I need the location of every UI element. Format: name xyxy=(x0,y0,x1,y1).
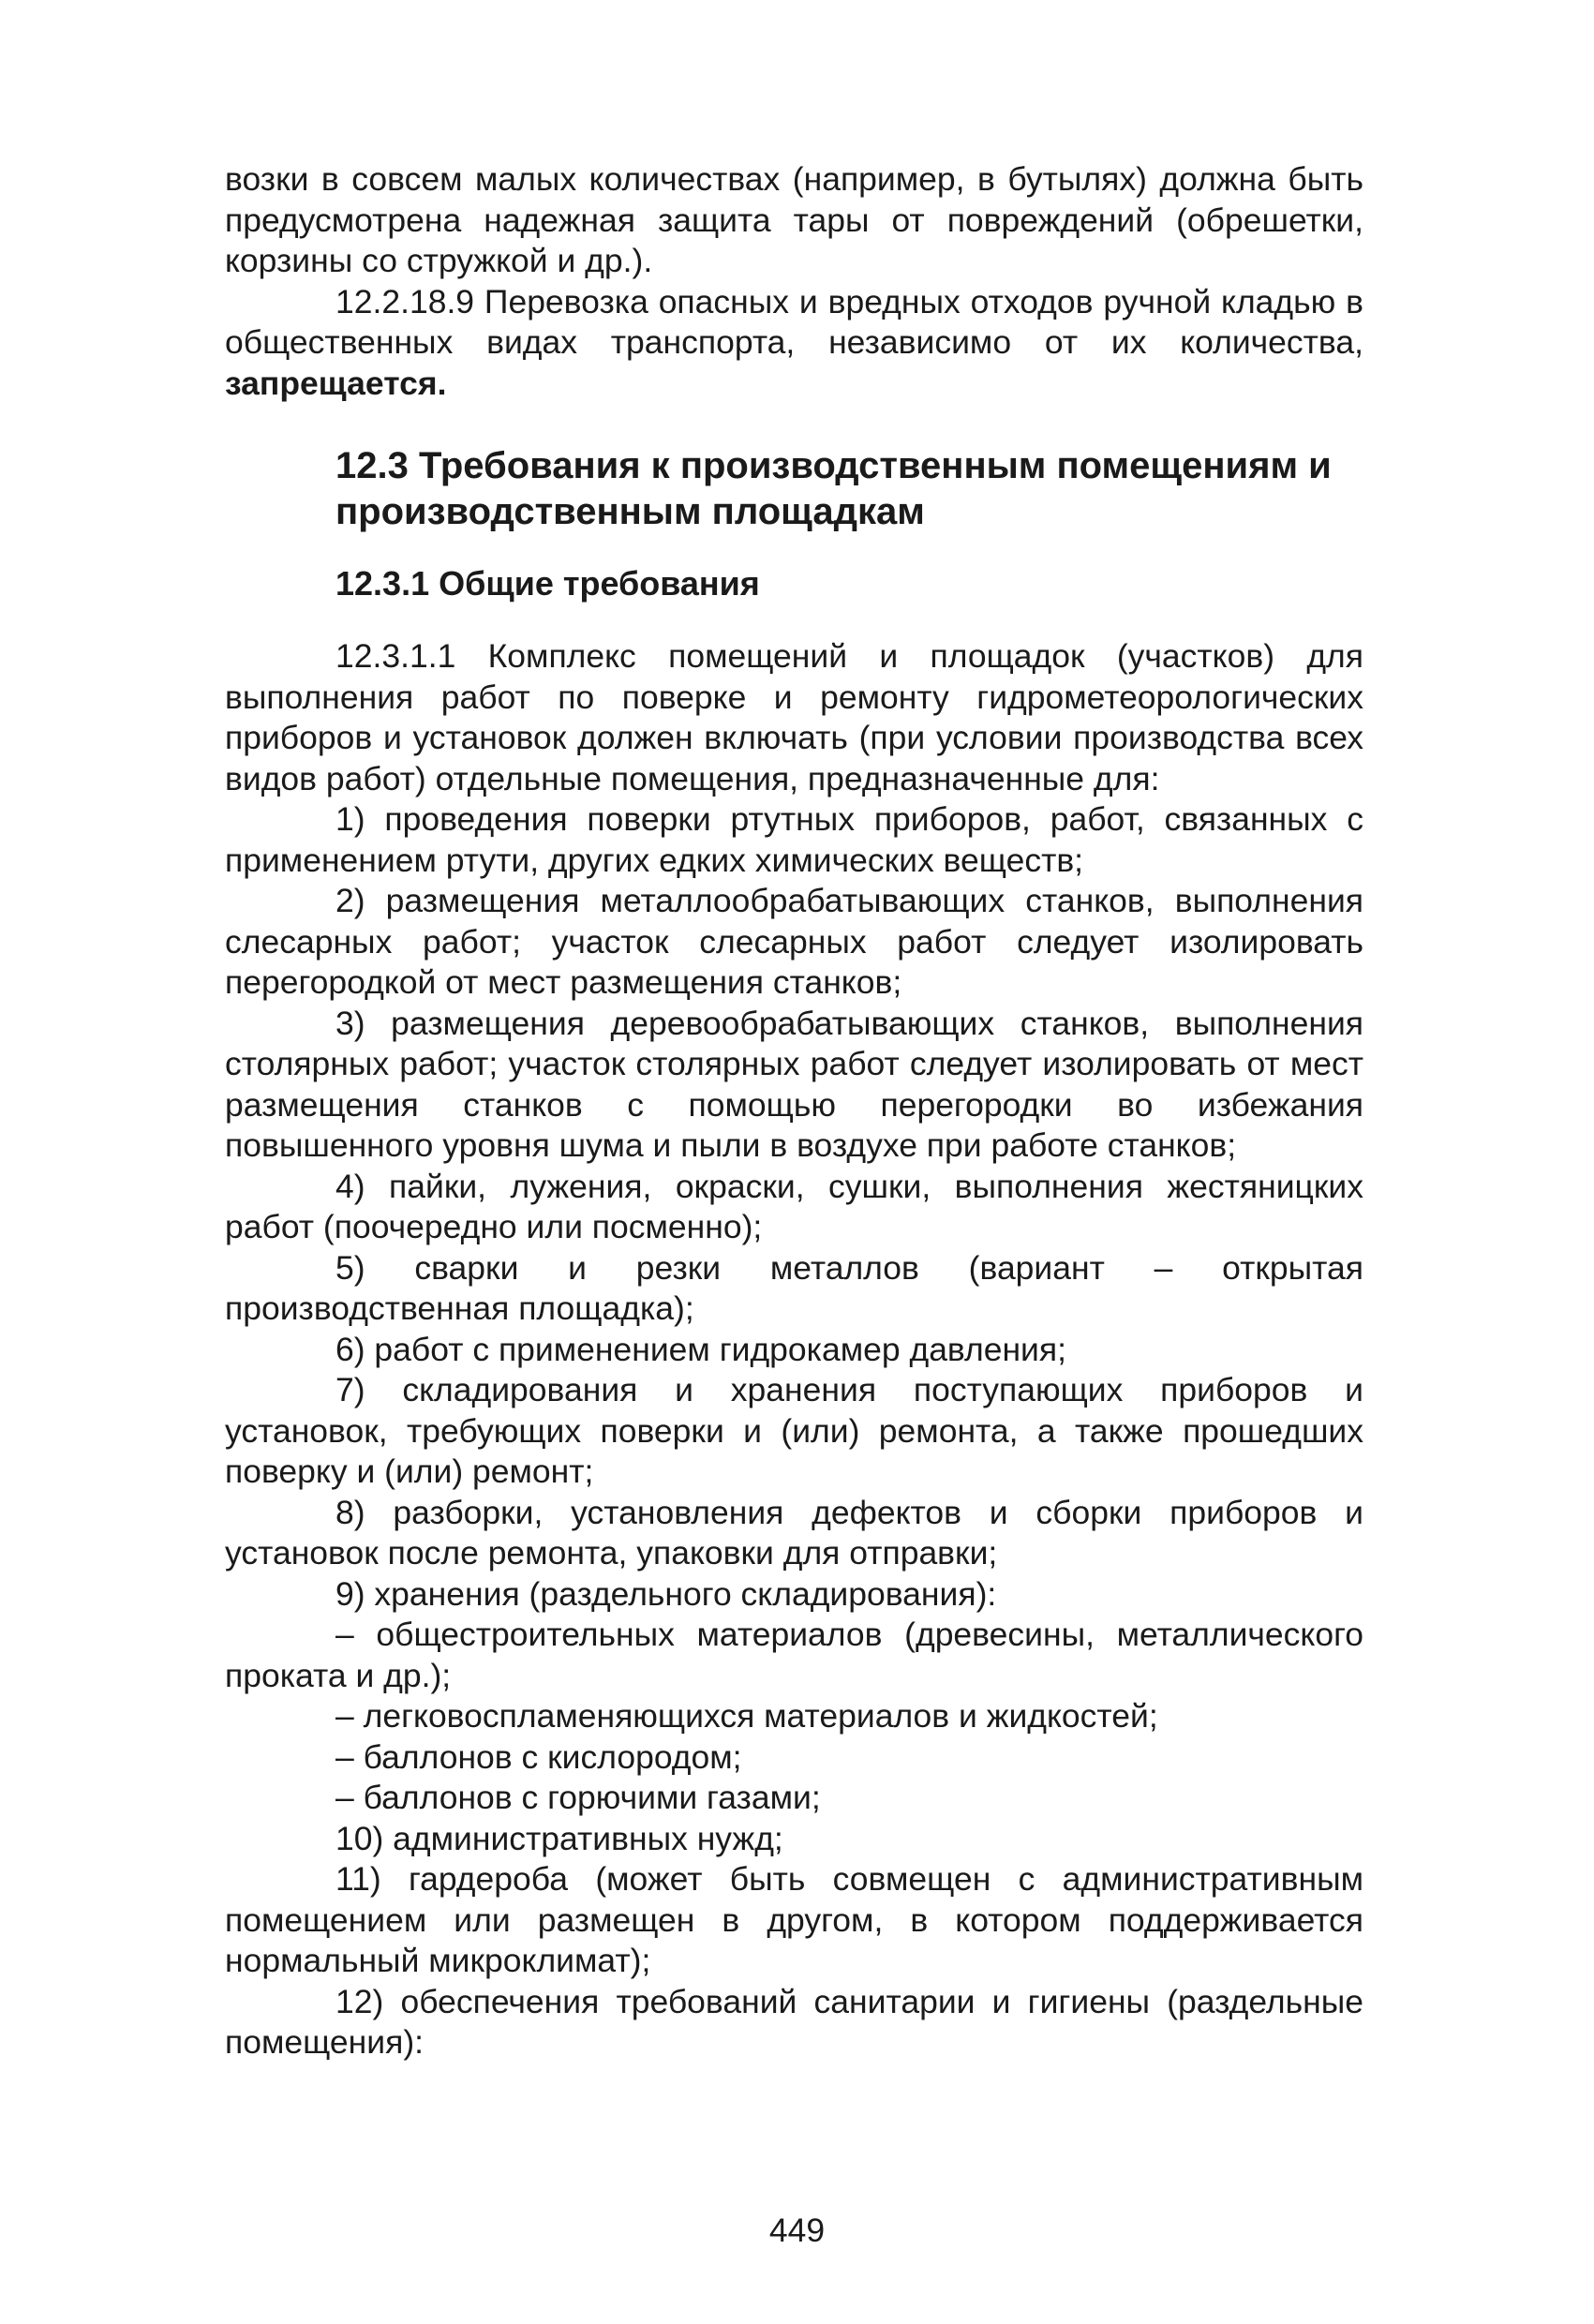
paragraph-12-3-1-1: 12.3.1.1 Комплекс помещений и площадок (участков) для выполнения работ по поверке и ремонту гидрометеорологических приборов и установок должен включать (при условии производства всех видов работ) отдельные помещения, предназначенные для: xyxy=(225,637,1363,797)
list-item: 4) пайки, лужения, окраски, сушки, выполнения жестяницких работ (поочередно или посменно); xyxy=(225,1167,1363,1245)
list-item: – общестроительных материалов (древесины, металлического проката и др.); xyxy=(225,1616,1363,1694)
paragraph-12-2-18-9-bold: запрещается. xyxy=(225,364,447,402)
list-item: 11) гардероба (может быть совмещен с административным помещением или размещен в другом, в котором поддерживается нормальный микроклимат); xyxy=(225,1860,1363,1979)
page-number: 449 xyxy=(768,2212,826,2249)
list-item: 7) складирования и хранения поступающих приборов и установок, требующих поверки и (или) ремонта, а также прошедших поверку и (или) ремонт; xyxy=(225,1371,1363,1490)
list-item: 9) хранения (раздельного складирования): xyxy=(335,1574,997,1613)
paragraph-12-2-18-9 xyxy=(225,282,1363,405)
list-item: 5) сварки и резки металлов (вариант – открытая производственная площадка); xyxy=(225,1248,1363,1327)
list-item: 2) размещения металлообрабатывающих станков, выполнения слесарных работ; участок слесарных работ следует изолировать перегородкой от мест размещения станков; xyxy=(225,882,1363,1001)
list-item: – баллонов с кислородом; xyxy=(335,1737,742,1776)
list-item: – баллонов с горючими газами; xyxy=(335,1779,821,1816)
subsection-title: 12.3.1 Общие требования xyxy=(335,564,760,603)
section-title: 12.3 Требования к производственным помещениям и производственным площадкам xyxy=(335,445,1332,532)
document-page xyxy=(225,159,1363,2063)
list-item: 12) обеспечения требований санитарии и гигиены (раздельные помещения): xyxy=(225,1982,1363,2061)
list-item: 6) работ с применением гидрокамер давления; xyxy=(335,1330,1066,1368)
list-item: 10) административных нужд; xyxy=(335,1819,783,1857)
list-item: 1) проведения поверки ртутных приборов, работ, связанных с применением ртути, других едких химических веществ; xyxy=(225,800,1363,879)
list-item: – легковоспламеняющихся материалов и жидкостей; xyxy=(335,1697,1158,1735)
list-item: 8) разборки, установления дефектов и сборки приборов и установок после ремонта, упаковки для отправки; xyxy=(225,1493,1363,1572)
list-item: 3) размещения деревообрабатывающих станков, выполнения столярных работ; участок столярных работ следует изолировать от мест размещения станков с помощью перегородки во избежания повышенного уровня шума и пыли в воздухе при работе станков; xyxy=(225,1004,1363,1164)
continued-paragraph: возки в совсем малых количествах (например, в бутылях) должна быть предусмотрена надежная защита тары от повреждений (обрешетки, корзины со стружкой и др.). xyxy=(225,160,1363,279)
spacer xyxy=(225,604,1363,636)
paragraph-12-2-18-9-text: 12.2.18.9 Перевозка опасных и вредных отходов ручной кладью в общественных видах транспорта, независимо от их количества, xyxy=(225,282,1363,361)
